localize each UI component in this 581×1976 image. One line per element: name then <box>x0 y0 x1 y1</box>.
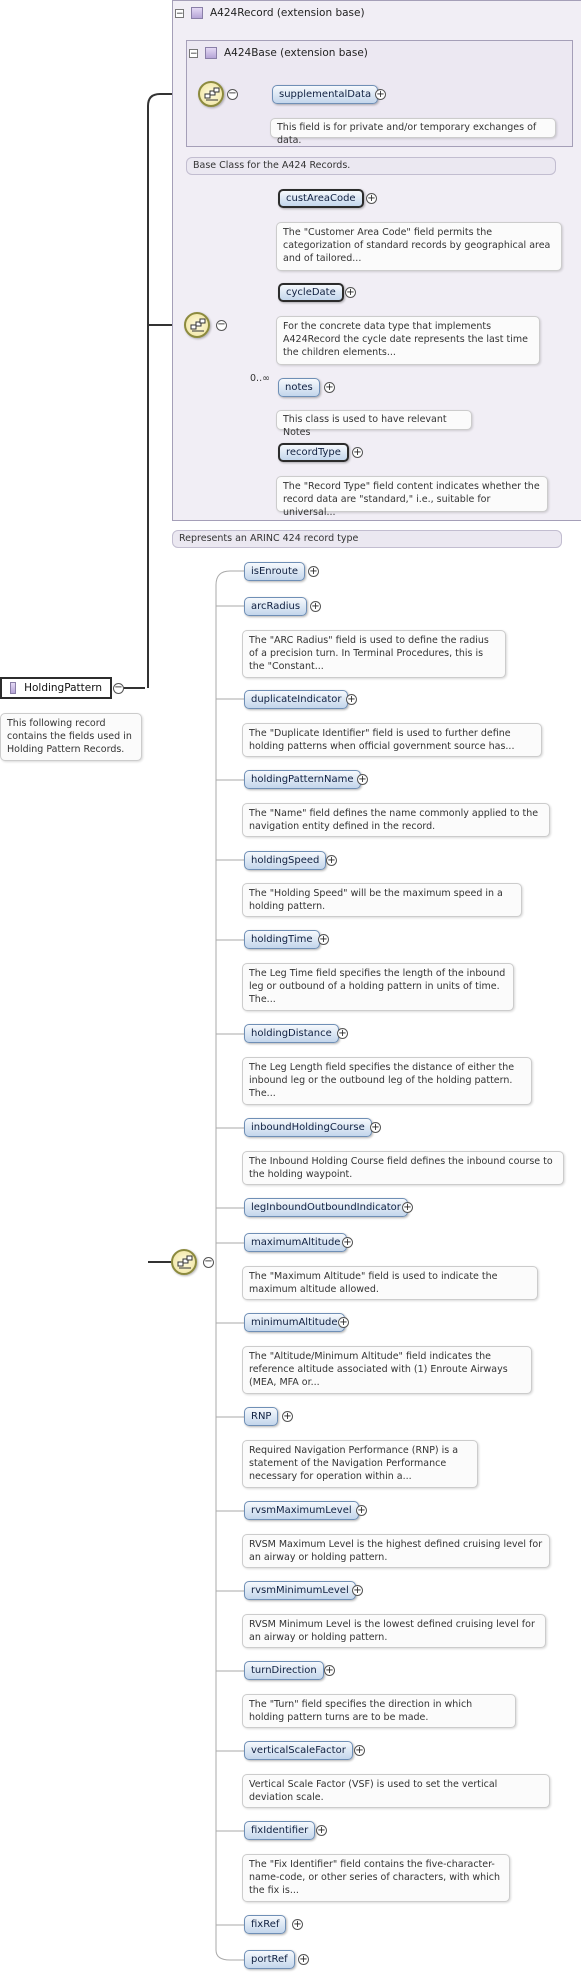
collapse-icon[interactable]: − <box>114 682 123 693</box>
panel-header-a424record <box>175 7 365 19</box>
element-doc: Vertical Scale Factor (VSF) is used to set the vertical deviation scale. <box>242 1774 550 1808</box>
element-doc: The Leg Length field specifies the distance of either the inbound leg or the outbound leg of the holding pattern. The... <box>242 1057 532 1105</box>
element-rvsmminimumlevel[interactable]: rvsmMinimumLevel <box>244 1581 356 1600</box>
root-element-holdingpattern[interactable] <box>0 677 112 699</box>
plus-icon[interactable]: + <box>339 1317 348 1328</box>
element-doc: The "Duplicate Identifier" field is used to further define holding patterns when official government source has... <box>242 723 542 757</box>
plus-icon[interactable]: + <box>353 1585 362 1596</box>
plus-icon[interactable]: + <box>358 774 367 785</box>
element-holdingdistance[interactable]: holdingDistance <box>244 1024 339 1043</box>
plus-icon[interactable]: + <box>325 382 334 393</box>
element-cycledate[interactable]: cycleDate <box>278 283 344 302</box>
element-doc: This class is used to have relevant Notes <box>276 410 472 430</box>
collapse-icon[interactable]: − <box>176 8 184 19</box>
element-doc: For the concrete data type that implements A424Record the cycle date represents the last time the children elements... <box>276 316 540 365</box>
element-doc: The "Record Type" field content indicates whether the record data are "standard," i.e., suitable for universal... <box>276 476 548 512</box>
root-doc: This following record contains the fields used in Holding Pattern Records. <box>0 713 142 761</box>
element-duplicateindicator[interactable]: duplicateIndicator <box>244 690 348 709</box>
element-doc: The "Name" field defines the name commonly applied to the navigation entity defined in the record. <box>242 803 550 837</box>
sequence-compositor-icon[interactable] <box>198 81 224 107</box>
plus-icon[interactable]: + <box>371 1122 380 1133</box>
element-holdingspeed[interactable]: holdingSpeed <box>244 851 326 870</box>
plus-icon[interactable]: + <box>317 1825 326 1836</box>
element-holdingpatternname[interactable]: holdingPatternName <box>244 770 361 789</box>
element-leginboundoutboundindicator[interactable]: legInboundOutboundIndicator <box>244 1198 408 1217</box>
sequence-compositor-icon[interactable] <box>171 1249 197 1275</box>
element-portref[interactable]: portRef <box>244 1950 295 1969</box>
plus-icon[interactable]: + <box>355 1745 364 1756</box>
root-element-label: HoldingPattern <box>24 682 102 694</box>
plus-icon[interactable]: + <box>343 1237 352 1248</box>
collapse-icon[interactable]: − <box>217 319 226 330</box>
plus-icon[interactable]: + <box>325 1665 334 1676</box>
panel-title: A424Base (extension base) <box>224 47 368 59</box>
element-doc: This field is for private and/or temporary exchanges of data. <box>270 118 556 138</box>
element-maximumaltitude[interactable]: maximumAltitude <box>244 1233 347 1252</box>
element-doc: RVSM Minimum Level is the lowest defined cruising level for an airway or holding pattern. <box>242 1614 546 1648</box>
plus-icon[interactable]: + <box>346 287 355 298</box>
element-doc: The "Altitude/Minimum Altitude" field indicates the reference altitude associated with (1) Enroute Airways (MEA, MFA or... <box>242 1346 532 1394</box>
plus-icon[interactable]: + <box>403 1202 412 1213</box>
element-minimumaltitude[interactable]: minimumAltitude <box>244 1313 345 1332</box>
element-holdingtime[interactable]: holdingTime <box>244 930 320 949</box>
plus-icon[interactable]: + <box>283 1411 292 1422</box>
element-arcradius[interactable]: arcRadius <box>244 597 307 616</box>
element-doc: The "Holding Speed" will be the maximum speed in a holding pattern. <box>242 883 522 917</box>
class-icon <box>191 7 203 19</box>
element-doc: Required Navigation Performance (RNP) is a statement of the Navigation Performance necessary for operation within a... <box>242 1440 478 1488</box>
collapse-icon[interactable]: − <box>190 48 198 59</box>
record-caption: Represents an ARINC 424 record type <box>172 530 562 548</box>
multiplicity-label: 0..∞ <box>250 373 270 384</box>
plus-icon[interactable]: + <box>353 447 362 458</box>
plus-icon[interactable]: + <box>376 89 385 100</box>
plus-icon[interactable]: + <box>367 193 376 204</box>
element-rvsmmaximumlevel[interactable]: rvsmMaximumLevel <box>244 1501 359 1520</box>
plus-icon[interactable]: + <box>311 601 320 612</box>
plus-icon[interactable]: + <box>309 566 318 577</box>
element-recordtype[interactable]: recordType <box>278 443 349 462</box>
element-notes[interactable]: notes <box>278 378 320 397</box>
class-icon <box>10 682 16 694</box>
element-turndirection[interactable]: turnDirection <box>244 1661 324 1680</box>
element-doc: The "ARC Radius" field is used to define the radius of a precision turn. In Terminal Procedures, this is the "Constant... <box>242 630 506 678</box>
collapse-icon[interactable]: − <box>228 88 237 99</box>
plus-icon[interactable]: + <box>293 1919 302 1930</box>
sequence-compositor-icon[interactable] <box>184 312 210 338</box>
element-doc: The Inbound Holding Course field defines the inbound course to the holding waypoint. <box>242 1151 564 1185</box>
plus-icon[interactable]: + <box>347 694 356 705</box>
element-doc: The Leg Time field specifies the length of the inbound leg or outbound of a holding pattern in units of time. The... <box>242 963 514 1011</box>
element-fixref[interactable]: fixRef <box>244 1915 286 1934</box>
element-doc: RVSM Maximum Level is the highest defined cruising level for an airway or holding pattern. <box>242 1534 550 1568</box>
element-verticalscalefactor[interactable]: verticalScaleFactor <box>244 1741 353 1760</box>
element-doc: The "Customer Area Code" field permits the categorization of standard records by geographical area and of tailored... <box>276 222 562 271</box>
plus-icon[interactable]: + <box>327 855 336 866</box>
element-inboundholdingcourse[interactable]: inboundHoldingCourse <box>244 1118 372 1137</box>
plus-icon[interactable]: + <box>357 1505 366 1516</box>
element-fixidentifier[interactable]: fixIdentifier <box>244 1821 315 1840</box>
element-custareacode[interactable]: custAreaCode <box>278 189 364 208</box>
base-caption: Base Class for the A424 Records. <box>186 157 556 175</box>
element-rnp[interactable]: RNP <box>244 1407 278 1426</box>
panel-title: A424Record (extension base) <box>210 7 365 19</box>
element-doc: The "Maximum Altitude" field is used to indicate the maximum altitude allowed. <box>242 1266 538 1300</box>
collapse-icon[interactable]: − <box>204 1256 213 1267</box>
class-icon <box>205 47 217 59</box>
element-isenroute[interactable]: isEnroute <box>244 562 305 581</box>
plus-icon[interactable]: + <box>319 934 328 945</box>
element-doc: The "Turn" field specifies the direction in which holding pattern turns are to be made. <box>242 1694 516 1728</box>
panel-header-a424base <box>189 47 368 59</box>
element-doc: The "Fix Identifier" field contains the five-character-name-code, or other series of characters, with which the fix is... <box>242 1854 510 1902</box>
plus-icon[interactable]: + <box>299 1954 308 1965</box>
plus-icon[interactable]: + <box>338 1028 347 1039</box>
element-supplementaldata[interactable]: supplementalData <box>272 85 378 104</box>
